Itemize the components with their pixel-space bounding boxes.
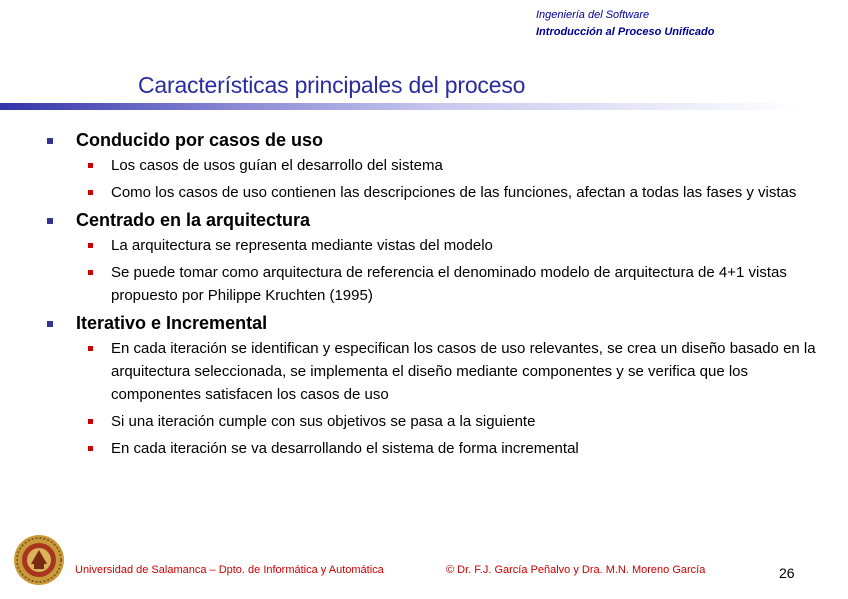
- footer-university: Universidad de Salamanca – Dpto. de Informática y Automática: [75, 564, 384, 576]
- title-underline-bar: [0, 103, 800, 110]
- square-bullet-icon: [47, 138, 53, 144]
- section-heading: Centrado en la arquitectura: [0, 208, 848, 232]
- list-item: Los casos de usos guían el desarrollo del sistema: [0, 154, 848, 177]
- square-bullet-icon: [88, 163, 93, 168]
- footer-copyright: © Dr. F.J. García Peñalvo y Dra. M.N. Moreno García: [446, 564, 706, 576]
- square-bullet-icon: [88, 243, 93, 248]
- topic-name: Introducción al Proceso Unificado: [536, 26, 715, 38]
- square-bullet-icon: [88, 346, 93, 351]
- square-bullet-icon: [47, 218, 53, 224]
- list-item: La arquitectura se representa mediante vistas del modelo: [0, 234, 848, 257]
- square-bullet-icon: [88, 190, 93, 195]
- list-item: Si una iteración cumple con sus objetivos se pasa a la siguiente: [0, 410, 848, 433]
- list-item: En cada iteración se identifican y especifican los casos de uso relevantes, se crea un diseño basado en la arquitectura seleccionada, se implementa el diseño mediante componentes y se verifica que los componentes satisfacen los casos de uso: [0, 337, 848, 406]
- square-bullet-icon: [47, 321, 53, 327]
- square-bullet-icon: [88, 419, 93, 424]
- list-item: Se puede tomar como arquitectura de referencia el denominado modelo de arquitectura de 4+1 vistas propuesto por Philippe Kruchten (1995): [0, 261, 848, 307]
- course-name: Ingeniería del Software: [536, 9, 650, 21]
- list-item: En cada iteración se va desarrollando el sistema de forma incremental: [0, 437, 848, 460]
- section-heading: Conducido por casos de uso: [0, 128, 848, 152]
- university-seal-icon: [13, 534, 65, 586]
- slide-title: Características principales del proceso: [138, 72, 526, 98]
- section-heading: Iterativo e Incremental: [0, 311, 848, 335]
- square-bullet-icon: [88, 446, 93, 451]
- slide-content: [0, 128, 848, 464]
- list-item: Como los casos de uso contienen las descripciones de las funciones, afectan a todas las fases y vistas: [0, 181, 848, 204]
- square-bullet-icon: [88, 270, 93, 275]
- page-number: 26: [779, 565, 795, 581]
- slide-header: [536, 7, 714, 41]
